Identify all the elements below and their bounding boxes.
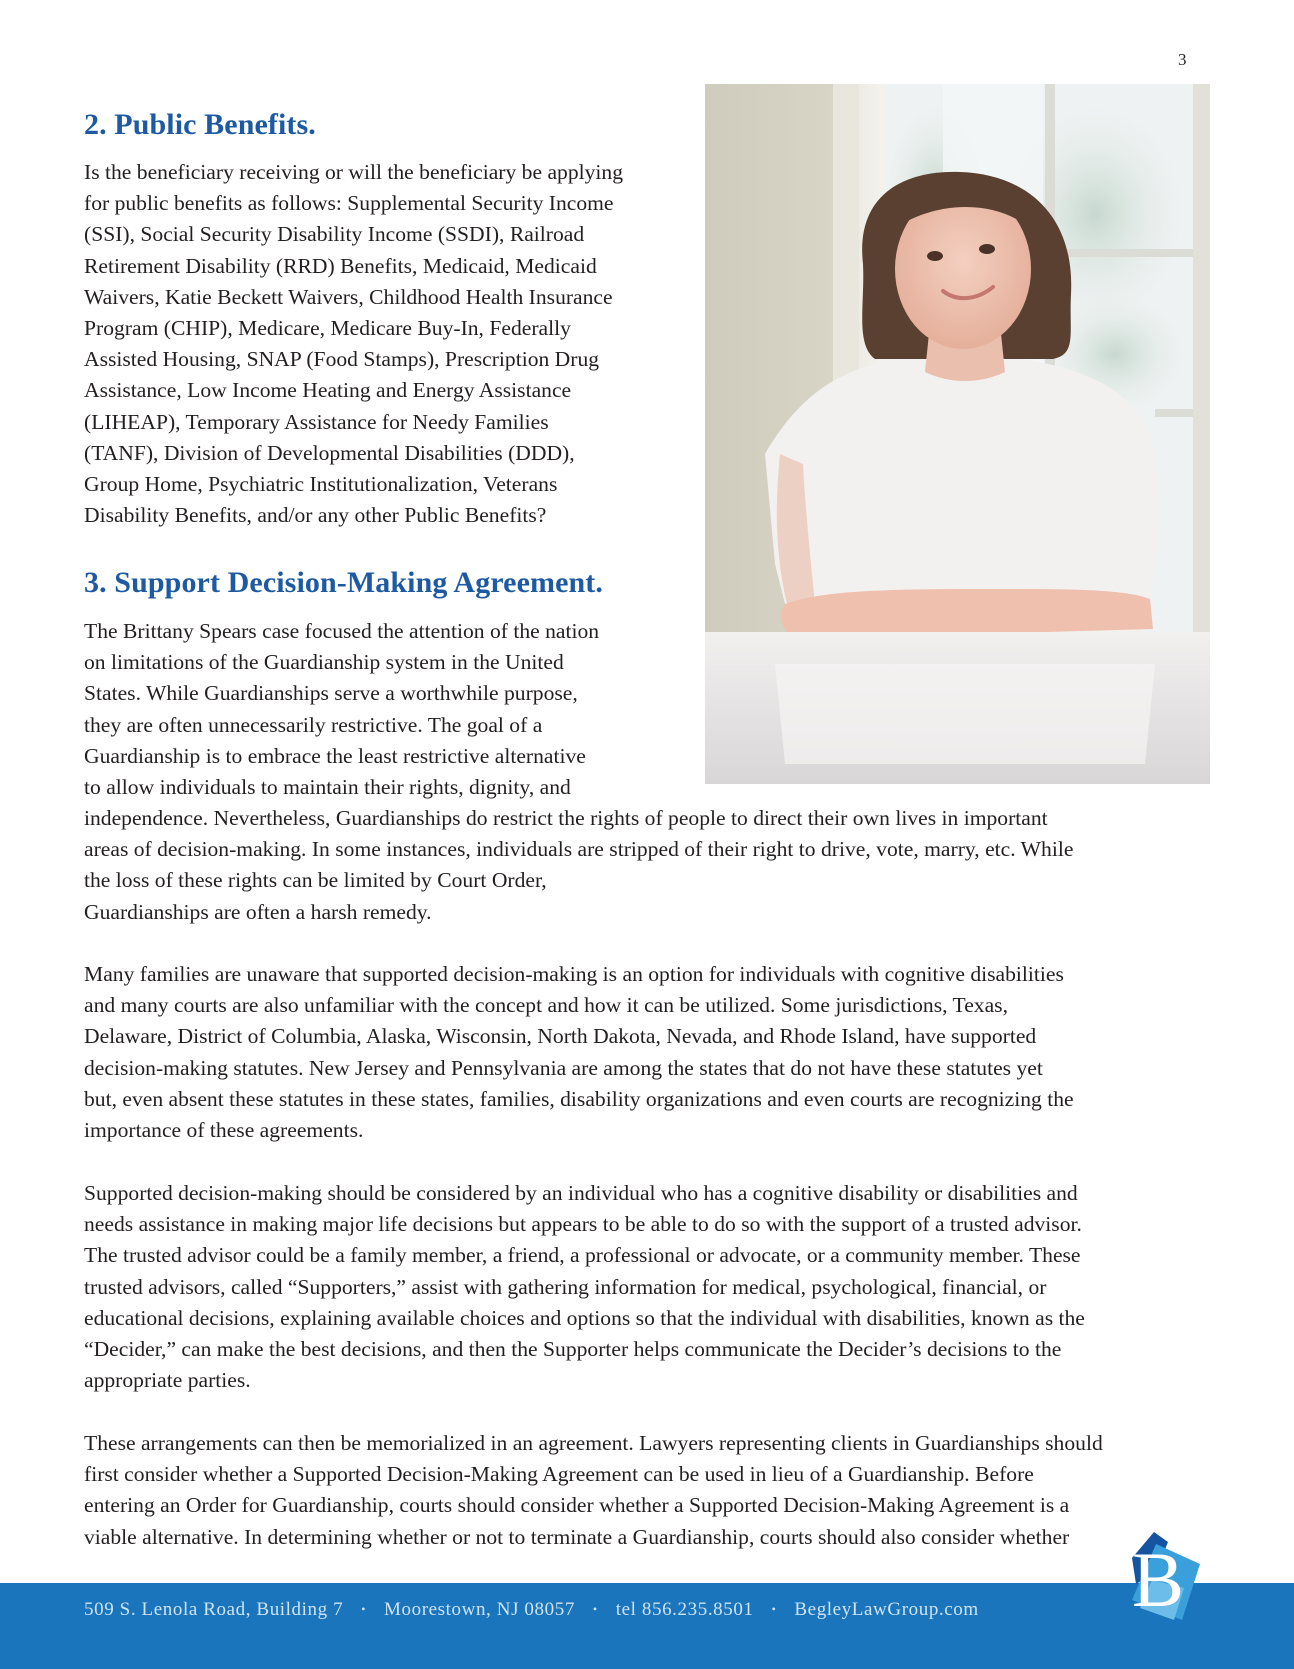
footer-address: 509 S. Lenola Road, Building 7 bbox=[84, 1599, 344, 1620]
logo-mark bbox=[1112, 1528, 1212, 1624]
text-line: Disability Benefits, and/or any other Public Benefits? bbox=[84, 503, 547, 528]
paragraph-sdm-intro-continued bbox=[84, 803, 1214, 928]
text-line: needs assistance in making major life decisions but appears to be able to do so with the support of a trusted advisor. bbox=[84, 1212, 1082, 1237]
bullet-separator: • bbox=[592, 1602, 598, 1616]
page-number: 3 bbox=[1178, 50, 1187, 69]
text-line: to allow individuals to maintain their rights, dignity, and bbox=[84, 775, 571, 800]
paragraph-many-families bbox=[84, 959, 1214, 1146]
text-line: on limitations of the Guardianship system in the United bbox=[84, 650, 564, 675]
footer-phone[interactable]: tel 856.235.8501 bbox=[615, 1599, 754, 1620]
text-line: Program (CHIP), Medicare, Medicare Buy-In, Federally bbox=[84, 316, 571, 341]
photo-illustration bbox=[705, 84, 1210, 784]
woman-photo bbox=[705, 84, 1210, 784]
paragraph-supported-decision-making bbox=[84, 1178, 1214, 1396]
text-line: independence. Nevertheless, Guardianships do restrict the rights of people to direct their own lives in important bbox=[84, 806, 1048, 830]
paragraph-sdm-intro bbox=[84, 616, 684, 803]
logo-letter: B bbox=[1132, 1536, 1185, 1623]
text-line: Assistance, Low Income Heating and Energy Assistance bbox=[84, 378, 572, 403]
heading-support-decision-making: 3. Support Decision-Making Agreement. bbox=[84, 566, 603, 599]
heading-public-benefits: 2. Public Benefits. bbox=[84, 108, 316, 141]
text-line: for public benefits as follows: Supplemental Security Income bbox=[84, 191, 614, 216]
text-line: Group Home, Psychiatric Institutionalization, Veterans bbox=[84, 472, 558, 497]
paragraph-public-benefits bbox=[84, 157, 684, 531]
text-line: Waivers, Katie Beckett Waivers, Childhood Health Insurance bbox=[84, 284, 613, 309]
paragraph-arrangements bbox=[84, 1428, 1214, 1553]
text-line: (LIHEAP), Temporary Assistance for Needy Families bbox=[84, 409, 549, 434]
text-line: appropriate parties. bbox=[84, 1368, 251, 1393]
text-line: Is the beneficiary receiving or will the beneficiary be applying bbox=[84, 160, 624, 184]
text-line: decision-making statutes. New Jersey and Pennsylvania are among the states that do not have these statutes yet bbox=[84, 1055, 1043, 1080]
text-line: These arrangements can then be memorialized in an agreement. Lawyers representing clients in Guardianships should bbox=[84, 1431, 1103, 1455]
footer-website-link[interactable]: BegleyLawGroup.com bbox=[794, 1599, 979, 1620]
text-line: and many courts are also unfamiliar with the concept and how it can be utilized. Some jurisdictions, Texas, bbox=[84, 993, 1008, 1018]
bullet-separator: • bbox=[771, 1602, 777, 1616]
text-line: but, even absent these statutes in these states, families, disability organizations and even courts are recognizing the bbox=[84, 1086, 1074, 1111]
text-line: The trusted advisor could be a family member, a friend, a professional or advocate, or a community member. These bbox=[84, 1243, 1081, 1268]
text-line: trusted advisors, called “Supporters,” assist with gathering information for medical, psychological, financial, or bbox=[84, 1274, 1047, 1299]
begley-logo-icon bbox=[1112, 1528, 1212, 1624]
footer-bar bbox=[0, 1583, 1294, 1669]
text-line: Supported decision-making should be considered by an individual who has a cognitive disability or disabilities and bbox=[84, 1181, 1078, 1205]
text-line: areas of decision-making. In some instances, individuals are stripped of their right to drive, vote, marry, etc. While bbox=[84, 837, 1074, 862]
text-line: the loss of these rights can be limited by Court Order, bbox=[84, 868, 547, 893]
text-line: Many families are unaware that supported decision-making is an option for individuals with cognitive disabilities bbox=[84, 962, 1064, 986]
text-line: (SSI), Social Security Disability Income (SSDI), Railroad bbox=[84, 222, 585, 247]
text-line: entering an Order for Guardianship, courts should consider whether a Supported Decision-Making Agreement is a bbox=[84, 1493, 1070, 1518]
footer-city: Moorestown, NJ 08057 bbox=[384, 1599, 575, 1620]
text-line: first consider whether a Supported Decision-Making Agreement can be used in lieu of a Guardianship. Before bbox=[84, 1462, 1034, 1487]
text-line: Assisted Housing, SNAP (Food Stamps), Prescription Drug bbox=[84, 347, 600, 372]
text-line: Delaware, District of Columbia, Alaska, Wisconsin, North Dakota, Nevada, and Rhode Island, have supported bbox=[84, 1024, 1037, 1049]
text-line: States. While Guardianships serve a worthwhile purpose, bbox=[84, 681, 578, 706]
bullet-separator: • bbox=[361, 1602, 366, 1616]
text-line: Guardianship is to embrace the least restrictive alternative bbox=[84, 743, 586, 768]
text-line: The Brittany Spears case focused the attention of the nation bbox=[84, 619, 600, 643]
text-line: (TANF), Division of Developmental Disabilities (DDD), bbox=[84, 440, 575, 465]
text-line: “Decider,” can make the best decisions, and then the Supporter helps communicate the Decider’s decisions to the bbox=[84, 1337, 1062, 1362]
text-line: educational decisions, explaining available choices and options so that the individual with disabilities, known as the bbox=[84, 1305, 1085, 1330]
text-line: Retirement Disability (RRD) Benefits, Medicaid, Medicaid bbox=[84, 253, 597, 278]
footer-contact bbox=[84, 1599, 979, 1621]
text-line: viable alternative. In determining whether or not to terminate a Guardianship, courts should also consider whether bbox=[84, 1524, 1070, 1549]
text-line: importance of these agreements. bbox=[84, 1118, 364, 1143]
text-line: they are often unnecessarily restrictive. The goal of a bbox=[84, 712, 543, 737]
text-line: Guardianships are often a harsh remedy. bbox=[84, 899, 432, 924]
